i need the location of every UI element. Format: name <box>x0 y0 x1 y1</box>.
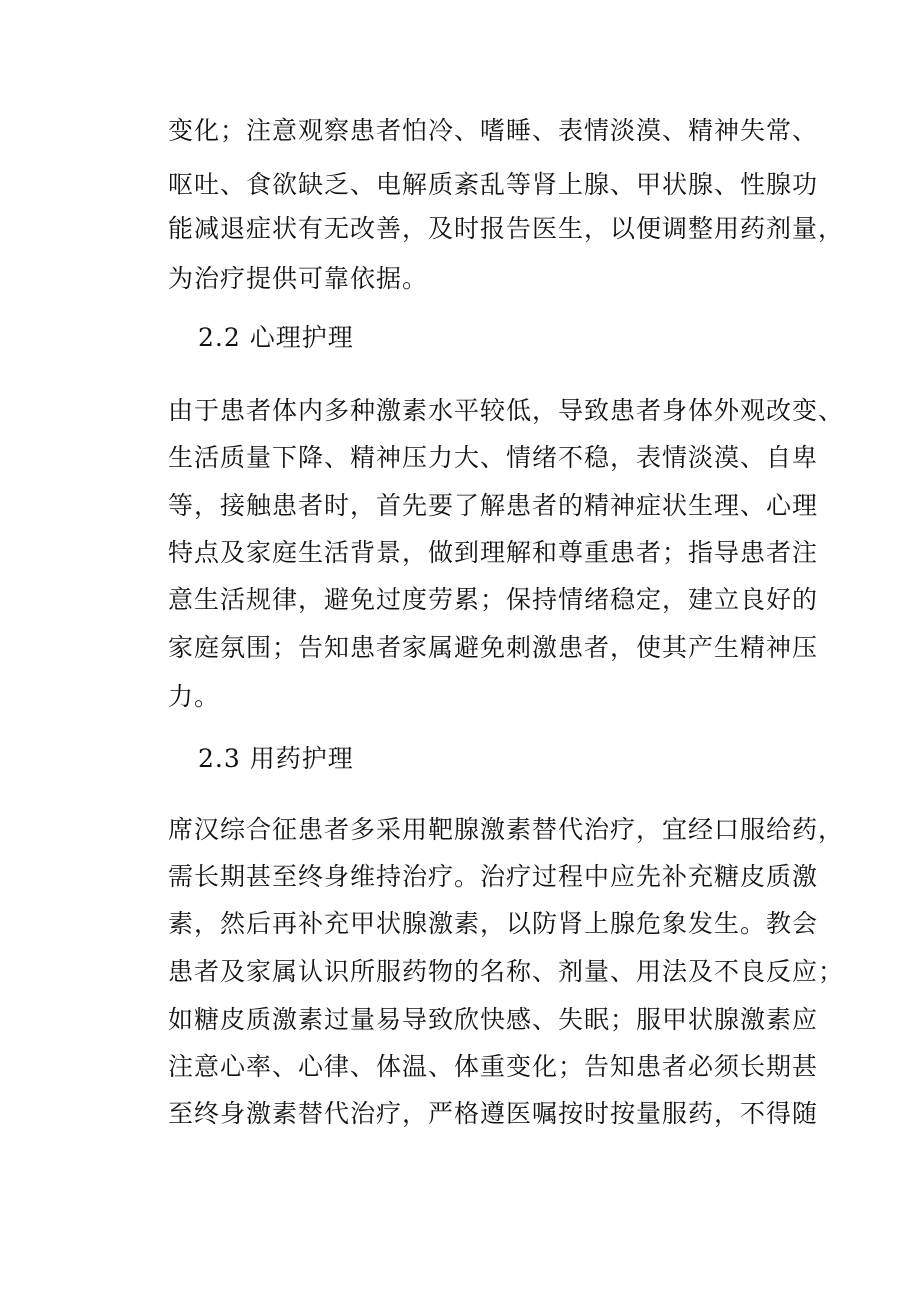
paragraph-2-line-7: 力。 <box>168 682 221 711</box>
paragraph-2-line-4: 特点及家庭生活背景，做到理解和尊重患者；指导患者注 <box>168 538 819 567</box>
paragraph-2-line-5: 意生活规律，避免过度劳累；保持情绪稳定，建立良好的 <box>168 585 819 614</box>
paragraph-2-line-6: 家庭氛围；告知患者家属避免刺激患者，使其产生精神压 <box>168 633 819 662</box>
paragraph-3-line-1: 席汉综合征患者多采用靶腺激素替代治疗，宜经口服给药， <box>168 815 845 844</box>
section-heading-2-3: 2.3 用药护理 <box>198 744 354 773</box>
paragraph-3-line-5: 如糖皮质激素过量易导致欣快感、失眠；服甲状腺激素应 <box>168 1005 819 1034</box>
paragraph-3-line-6: 注意心率、心律、体温、体重变化；告知患者必须长期甚 <box>168 1052 819 1081</box>
paragraph-1-line-1: 变化；注意观察患者怕冷、嗜睡、表情淡漠、精神失常、 <box>168 116 819 145</box>
paragraph-3-line-7: 至终身激素替代治疗，严格遵医嘱按时按量服药，不得随 <box>168 1099 819 1128</box>
paragraph-1-line-3: 能减退症状有无改善，及时报告医生，以便调整用药剂量， <box>168 214 845 243</box>
paragraph-1-line-4: 为治疗提供可靠依据。 <box>168 264 429 293</box>
paragraph-1-line-2: 呕吐、食欲缺乏、电解质紊乱等肾上腺、甲状腺、性腺功 <box>168 170 819 199</box>
paragraph-2-line-1: 由于患者体内多种激素水平较低，导致患者身体外观改变、 <box>168 396 845 425</box>
paragraph-3-line-3: 素，然后再补充甲状腺激素，以防肾上腺危象发生。教会 <box>168 909 819 938</box>
paragraph-2-line-2: 生活质量下降、精神压力大、情绪不稳，表情淡漠、自卑 <box>168 443 819 472</box>
paragraph-2-line-3: 等，接触患者时，首先要了解患者的精神症状生理、心理 <box>168 491 819 520</box>
paragraph-3-line-4: 患者及家属认识所服药物的名称、剂量、用法及不良反应； <box>168 957 845 986</box>
paragraph-3-line-2: 需长期甚至终身维持治疗。治疗过程中应先补充糖皮质激 <box>168 862 819 891</box>
section-heading-2-2: 2.2 心理护理 <box>198 323 354 352</box>
